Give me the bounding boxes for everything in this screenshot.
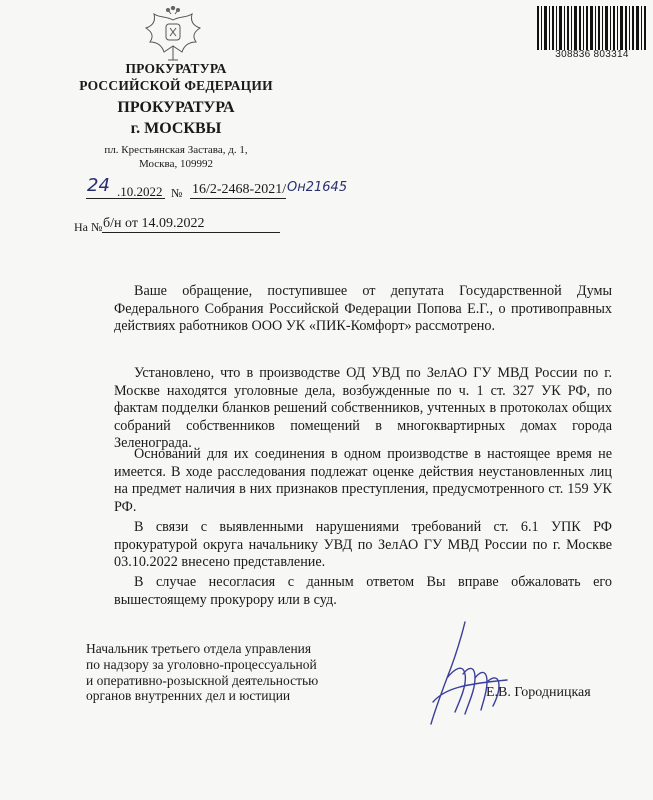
address-line-2: Москва, 109992 — [139, 158, 213, 170]
paragraph-5: В случае несогласия с данным ответом Вы вправе обжаловать его вышестоящему прокурору или в суд. — [114, 574, 612, 608]
org-line-2: РОССИЙСКОЙ ФЕДЕРАЦИИ — [79, 78, 273, 93]
office-line-2: г. МОСКВЫ — [130, 120, 222, 137]
paragraph-1: Ваше обращение, поступившее от депутата Государственной Думы Федерального Собрания Российской Федерации Попова Е.Г., о противоправных действиях работников ООО УК «ПИК-Комфорт» рассмотрено. — [114, 283, 612, 334]
date-month-year: .10.2022 — [117, 184, 163, 199]
office-address — [96, 143, 256, 171]
signatory-title-line-1: Начальник третьего отдела управления — [86, 641, 312, 656]
organization-header — [76, 60, 276, 94]
handwritten-signature-icon — [425, 618, 511, 730]
reference-value: б/н от 14.09.2022 — [103, 216, 205, 231]
paragraph-3: Оснований для их соединения в одном производстве в настоящее время не имеется. В ходе расследования подлежат оценке действия неустановленных лиц на предмет наличия в них признаков преступления, предусмотренного ст. 159 УК РФ. — [114, 446, 612, 515]
office-header — [96, 97, 256, 139]
signatory-title-line-3: и оперативно-розыскной деятельностью — [86, 672, 319, 688]
eagle-emblem-icon — [142, 6, 204, 64]
signatory-name: Е.В. Городницкая — [486, 685, 591, 700]
date-underline — [86, 198, 165, 199]
org-line-1: ПРОКУРАТУРА — [125, 61, 227, 76]
signatory-title-line-4: органов внутренних дел и юстиции — [86, 688, 291, 704]
reference-underline — [102, 232, 280, 233]
outgoing-number: 16/2-2468-2021/ — [192, 182, 287, 197]
address-line-1: пл. Крестьянская Застава, д. 1, — [104, 144, 248, 156]
paragraph-4: В связи с выявленными нарушениями требований ст. 6.1 УПК РФ прокуратурой округа начальнику УВД по ЗелАО ГУ МВД России по г. Москве 03.10.2022 внесено представление. — [114, 519, 612, 570]
barcode-number: 308836 803314 — [555, 49, 629, 60]
number-label: № — [171, 186, 183, 200]
reference-label: На № — [74, 220, 103, 234]
signatory-title — [86, 641, 366, 704]
outgoing-number-handwritten: Он21645 — [287, 180, 348, 195]
barcode-icon — [535, 6, 649, 50]
number-underline — [190, 198, 286, 199]
signatory-title-line-2: по надзору за уголовно-процессуальной — [86, 656, 317, 672]
paragraph-2: Установлено, что в производстве ОД УВД по ЗелАО ГУ МВД России по г. Москве находятся уголовные дела, возбужденные по ч. 1 ст. 327 УК РФ, по фактам подделки бланков решений собственников, учтенных в протоколах общих собраний собственников помещений в многоквартирных домах города Зеленограда. — [114, 365, 612, 451]
date-day-handwritten: 24 — [87, 175, 110, 196]
office-line-1: ПРОКУРАТУРА — [117, 99, 235, 116]
